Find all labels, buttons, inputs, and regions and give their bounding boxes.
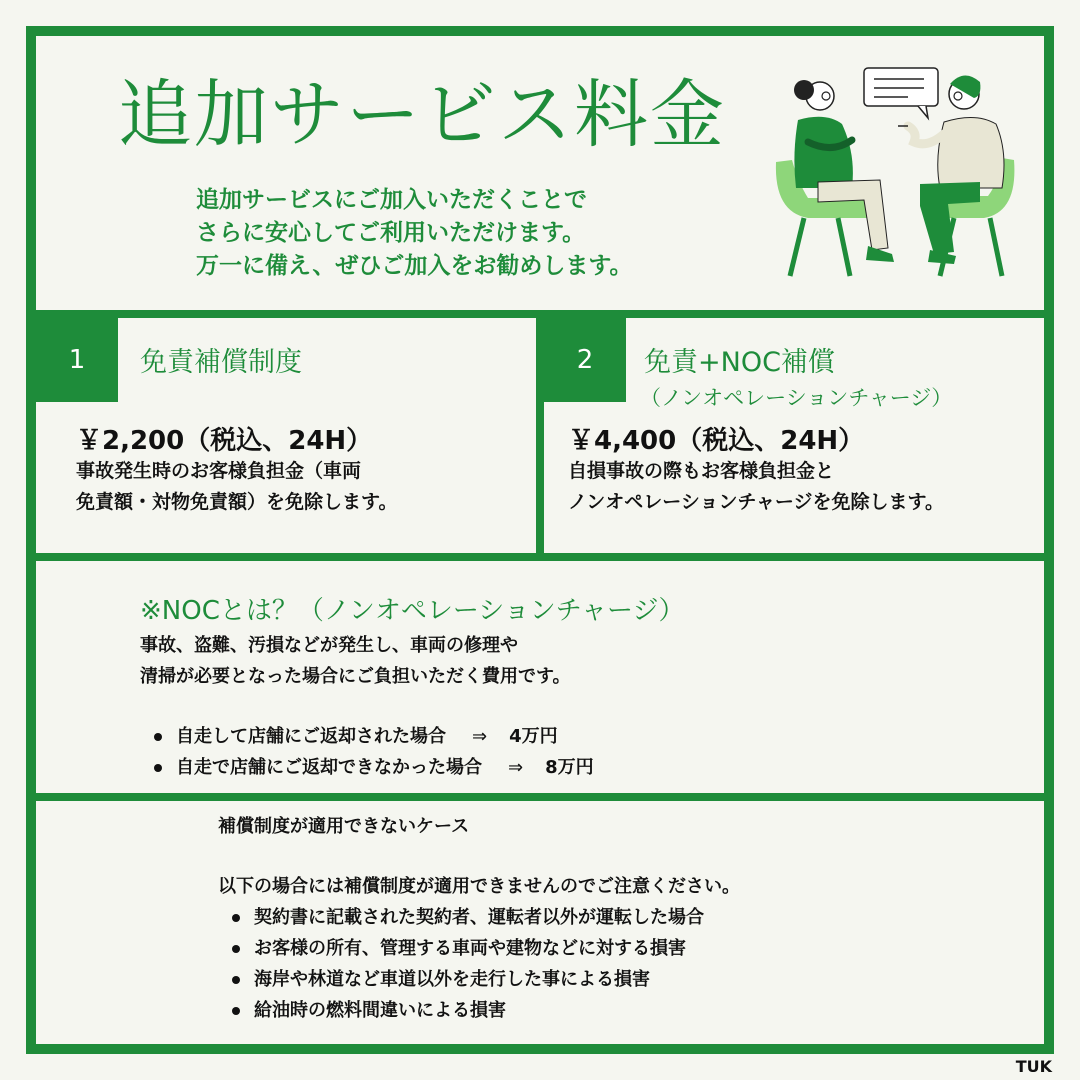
plan-number: 2 xyxy=(576,345,594,375)
noc-title: ※NOCとは？（ノンオペレーションチャージ） xyxy=(140,596,685,626)
noc-description xyxy=(140,630,571,692)
exclusions-list xyxy=(230,902,704,1026)
plan-number-badge xyxy=(36,318,118,402)
noc-charge-list xyxy=(152,721,594,783)
plan-title: 免責補償制度 xyxy=(140,347,302,378)
arrow-icon: ⇒ xyxy=(508,757,524,778)
list-item xyxy=(152,721,594,752)
speech-bubble-icon xyxy=(864,68,938,118)
intro-line: 追加サービスにご加入いただくことで xyxy=(196,187,587,213)
exclusions-heading: 補償制度が適用できないケース xyxy=(218,816,470,837)
plan-description-line: 事故発生時のお客様負担金（車両 xyxy=(76,460,362,482)
noc-case-label: 自走で店舗にご返却できなかった場合 xyxy=(176,757,482,778)
intro-line: 万一に備え、ぜひご加入をお勧めします。 xyxy=(196,253,633,279)
list-item: お客様の所有、管理する車両や建物などに対する損害 xyxy=(230,933,704,964)
plan-description-line: ノンオペレーションチャージを免除します。 xyxy=(568,491,945,513)
plan-description-line: 免責額・対物免責額）を免除します。 xyxy=(76,491,398,513)
plan-title: 免責+NOC補償 xyxy=(644,347,835,378)
page-title: 追加サービス料金 xyxy=(118,72,726,158)
plan-subtitle: （ノンオペレーションチャージ） xyxy=(640,386,953,410)
noc-amount: 8万円 xyxy=(545,757,594,778)
corner-mark: TUK xyxy=(1015,1057,1052,1076)
divider-noc xyxy=(26,793,1054,801)
list-item: 海岸や林道など車道以外を走行した事による損害 xyxy=(230,964,704,995)
noc-case-label: 自走して店舗にご返却された場合 xyxy=(176,726,446,747)
list-item: 契約書に記載された契約者、運転者以外が運転した場合 xyxy=(230,902,704,933)
frame-bottom xyxy=(26,1044,1054,1054)
plan-description xyxy=(76,456,397,518)
divider-plans-vertical xyxy=(536,310,544,561)
plan-price: ￥2,200（税込、24H） xyxy=(76,426,373,456)
list-item: 給油時の燃料間違いによる損害 xyxy=(230,995,704,1026)
arrow-icon: ⇒ xyxy=(472,726,488,747)
noc-description-line: 事故、盗難、汚損などが発生し、車両の修理や xyxy=(140,635,518,656)
frame-top xyxy=(26,26,1054,36)
person-illustration xyxy=(768,62,1028,292)
plan-description xyxy=(568,456,944,518)
noc-description-line: 清掃が必要となった場合にご負担いただく費用です。 xyxy=(140,666,571,687)
frame-left xyxy=(26,26,36,1054)
noc-amount: 4万円 xyxy=(509,726,558,747)
frame-right xyxy=(1044,26,1054,1054)
plan-price: ￥4,400（税込、24H） xyxy=(568,426,865,456)
list-item xyxy=(152,752,594,783)
plan-number-badge xyxy=(544,318,626,402)
intro-line: さらに安心してご利用いただけます。 xyxy=(196,220,586,246)
plan-number: 1 xyxy=(68,345,86,375)
intro-text xyxy=(196,184,633,283)
exclusions-lead: 以下の場合には補償制度が適用できませんのでご注意ください。 xyxy=(218,876,740,897)
plan-description-line: 自損事故の際もお客様負担金と xyxy=(568,460,835,482)
